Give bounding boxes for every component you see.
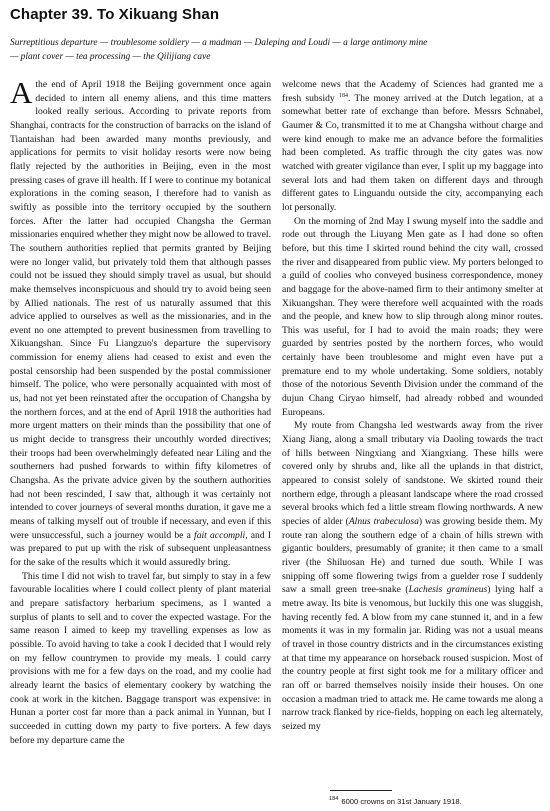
left-paragraph-1-text: the end of April 1918 the Beijing government once again decided to intern all enemy aliens, and this time matters looked really serious. According to private reports from Shanghai, contracts for the construction of barracks on the island of Tiantaishan had been awarded many months previously, and applications for permits to visit holiday resorts were now being flatly rejected by the authorities in Beijing, even in the most pressing cases of grave ill health. If I were to continue my botanical explorations in the coming season, I therefore had to vanish as swiftly as possible into the territory occupied by the southern forces. After the latter had occupied Changsha the German missionaries enquired whether they might now be allowed to travel. The southern authorities replied that permits granted by Beijing were no longer valid, but privately told them that although passes could not be issued they should simply travel as usual, but should make themselves inconspicuous and should try to avoid being seen by Allied nationals. The rest of us naturally assumed that this advice applied to ourselves as well as the missionaries, and in the event no one attempted to prevent businessmen from travelling to Xikuangshan. Since Fu Liangzuo's departure the supervisory commission for enemy aliens had ceased to exist and even the postal censorship had been suspended by the postal commissioner himself. The police, who were personally acquainted with most of us, had not yet been reinstated after the occupation of Changsha by the northern forces, and at the end of April 1918 the authorities had more urgent matters on their minds than the possibility that one of us might decide to transgress their uncouthly worded directives; their troops had been overwhelmingly defeated near Liling and the southerners had pushed forwards to within fifty kilometres of Changsha. As the private advice given by the southern authorities had not been rescinded, I saw that, although it was certainly not intended to cover journeys of several months duration, it gave me a means of talking myself out of trouble if necessary, and even if this were unsuccessful, such a journey would be a (10, 79, 271, 541)
right-paragraph-2: On the morning of 2nd May I swung myself into the saddle and rode out through the Liuyang Men gate as I had done so often before, but this time I skirted round behind the city wall, crossed the river and disappeared from public view. My porters belonged to a guild of coolies who conveyed business correspondence, money and baggage for the above-named firm to their antimony smelter at Xikuangshan. They were therefore well acquainted with the roads and the people, and knew how to slip through along minor routes. This was useful, for I had to avoid the main roads; they were guarded by sentries posted by the northern forces, who would certainly have been troublesome and might even have put a premature end to my whole undertaking. Some soldiers, notably those of the notorious Seventh Division under the command of the dujun Chang Ciryao himself, had already robbed and wounded Europeans. (282, 215, 543, 418)
right-paragraph-3c: ) lying half a metre away. Its bite is venomous, but luckily this one was sluggish, having recently fed. A blow from my cane stunned it, and in a few moments it was in my formalin jar. Riding was not a usual means of travel in those country districts and in the circumstances existing at that time my appearance on horseback roused suspicion. Most of the country people at first sight took me for a military officer and ran off or barred themselves noisily inside their houses. On one occasion a madman tried to attack me. He came towards me along a narrow track flanked by rice-fields, hopping on each leg alternately, seized my (282, 584, 543, 732)
footnote-text: 6000 crowns on 31st January 1918. (341, 797, 462, 806)
chapter-summary (10, 36, 550, 64)
right-paragraph-1 (282, 78, 543, 215)
left-paragraph-2: This time I did not wish to travel far, but simply to stay in a few favourable localities where I could collect plenty of plant material and prepare satisfactory herbarium specimens, as I wanted a surplus of plants to sell and to cover the expected wastage. For the same reason I aimed to keep my travelling expenses as low as possible. To avoid having to take a cook I decided that I would rely on my fellow countrymen to provide my meals. I could carry provisions with me for a few days on the road, and my coolie had already learnt the basics of elementary cookery by watching the cook at work in the kitchen. Baggage transport was expensive: in Hunan a porter cost far more than a pack animal in Yunnan, but I succeeded in cutting down my party to five porters. A few days before my departure came the (10, 570, 271, 746)
lachesis-italic: Lachesis gramineus (408, 584, 488, 596)
chapter-title: Chapter 39. To Xikuang Shan (10, 6, 220, 23)
fait-accompli-italic: fait accompli (194, 529, 246, 541)
footnote-ref[interactable]: 184 (338, 92, 348, 99)
right-paragraph-3b: ) was growing beside them. My route ran along the southern edge of a chain of hills strewn with gigantic boulders, presumably of granite; it then came to a small river (the Shiluosan He) and turned due south. While I was snipping off some flowering twigs from a guelder rose I suddenly saw a small green tree-snake ( (282, 516, 543, 596)
left-paragraph-1-end: , and I was prepared to put up with the risk of subsequent unpleasantness for the sake of the results which it would assuredly bring. (10, 529, 272, 568)
left-paragraph-1 (10, 75, 272, 570)
right-paragraph-1a: welcome news that the Academy of Sciences had granted me a fresh subsidy (282, 79, 543, 104)
footnote-rule (330, 790, 392, 791)
right-paragraph-3 (282, 419, 543, 733)
footnote-number: 184 (329, 796, 339, 803)
right-paragraph-1b: . The money arrived at the Dutch legation, at a somewhat better rate of exchange than before. Messrs Schnabel, Gaumer & Co, transmitted it to me at Changsha without charge and were kind enough to make me an advance before the formalities had been completed. As traffic through the city gates was now watched with greater vigilance than ever, I split up my baggage into several lots and had them taken on different days and through different gates to Linguandu outside the city, accompanying each lot personally. (282, 92, 543, 213)
summary-line-1: Surreptitious departure — troublesome soldiery — a madman — Daleping and Loudi — a large antimony mine (10, 38, 428, 48)
right-paragraph-3a: My route from Changsha led westwards away from the river Xiang Jiang, along a small tributary via Daoling towards the tract of hills between Ningxiang and Xiangxiang. These hills were covered only by shrubs and, like all the uplands in that district, appeared to consist solely of sandstone. We skirted round their northern edge, through a pleasant landscape where the road crossed several brooks which fed a little stream flowing northwards. A new species of alder ( (282, 420, 543, 527)
footnote (329, 797, 462, 806)
drop-cap: A (10, 75, 33, 110)
right-column (282, 78, 543, 734)
left-column (10, 75, 272, 747)
alnus-italic: Alnus trabeculosa (348, 516, 419, 527)
summary-line-2: — plant cover — tea processing — the Qilijiang cave (10, 52, 211, 62)
